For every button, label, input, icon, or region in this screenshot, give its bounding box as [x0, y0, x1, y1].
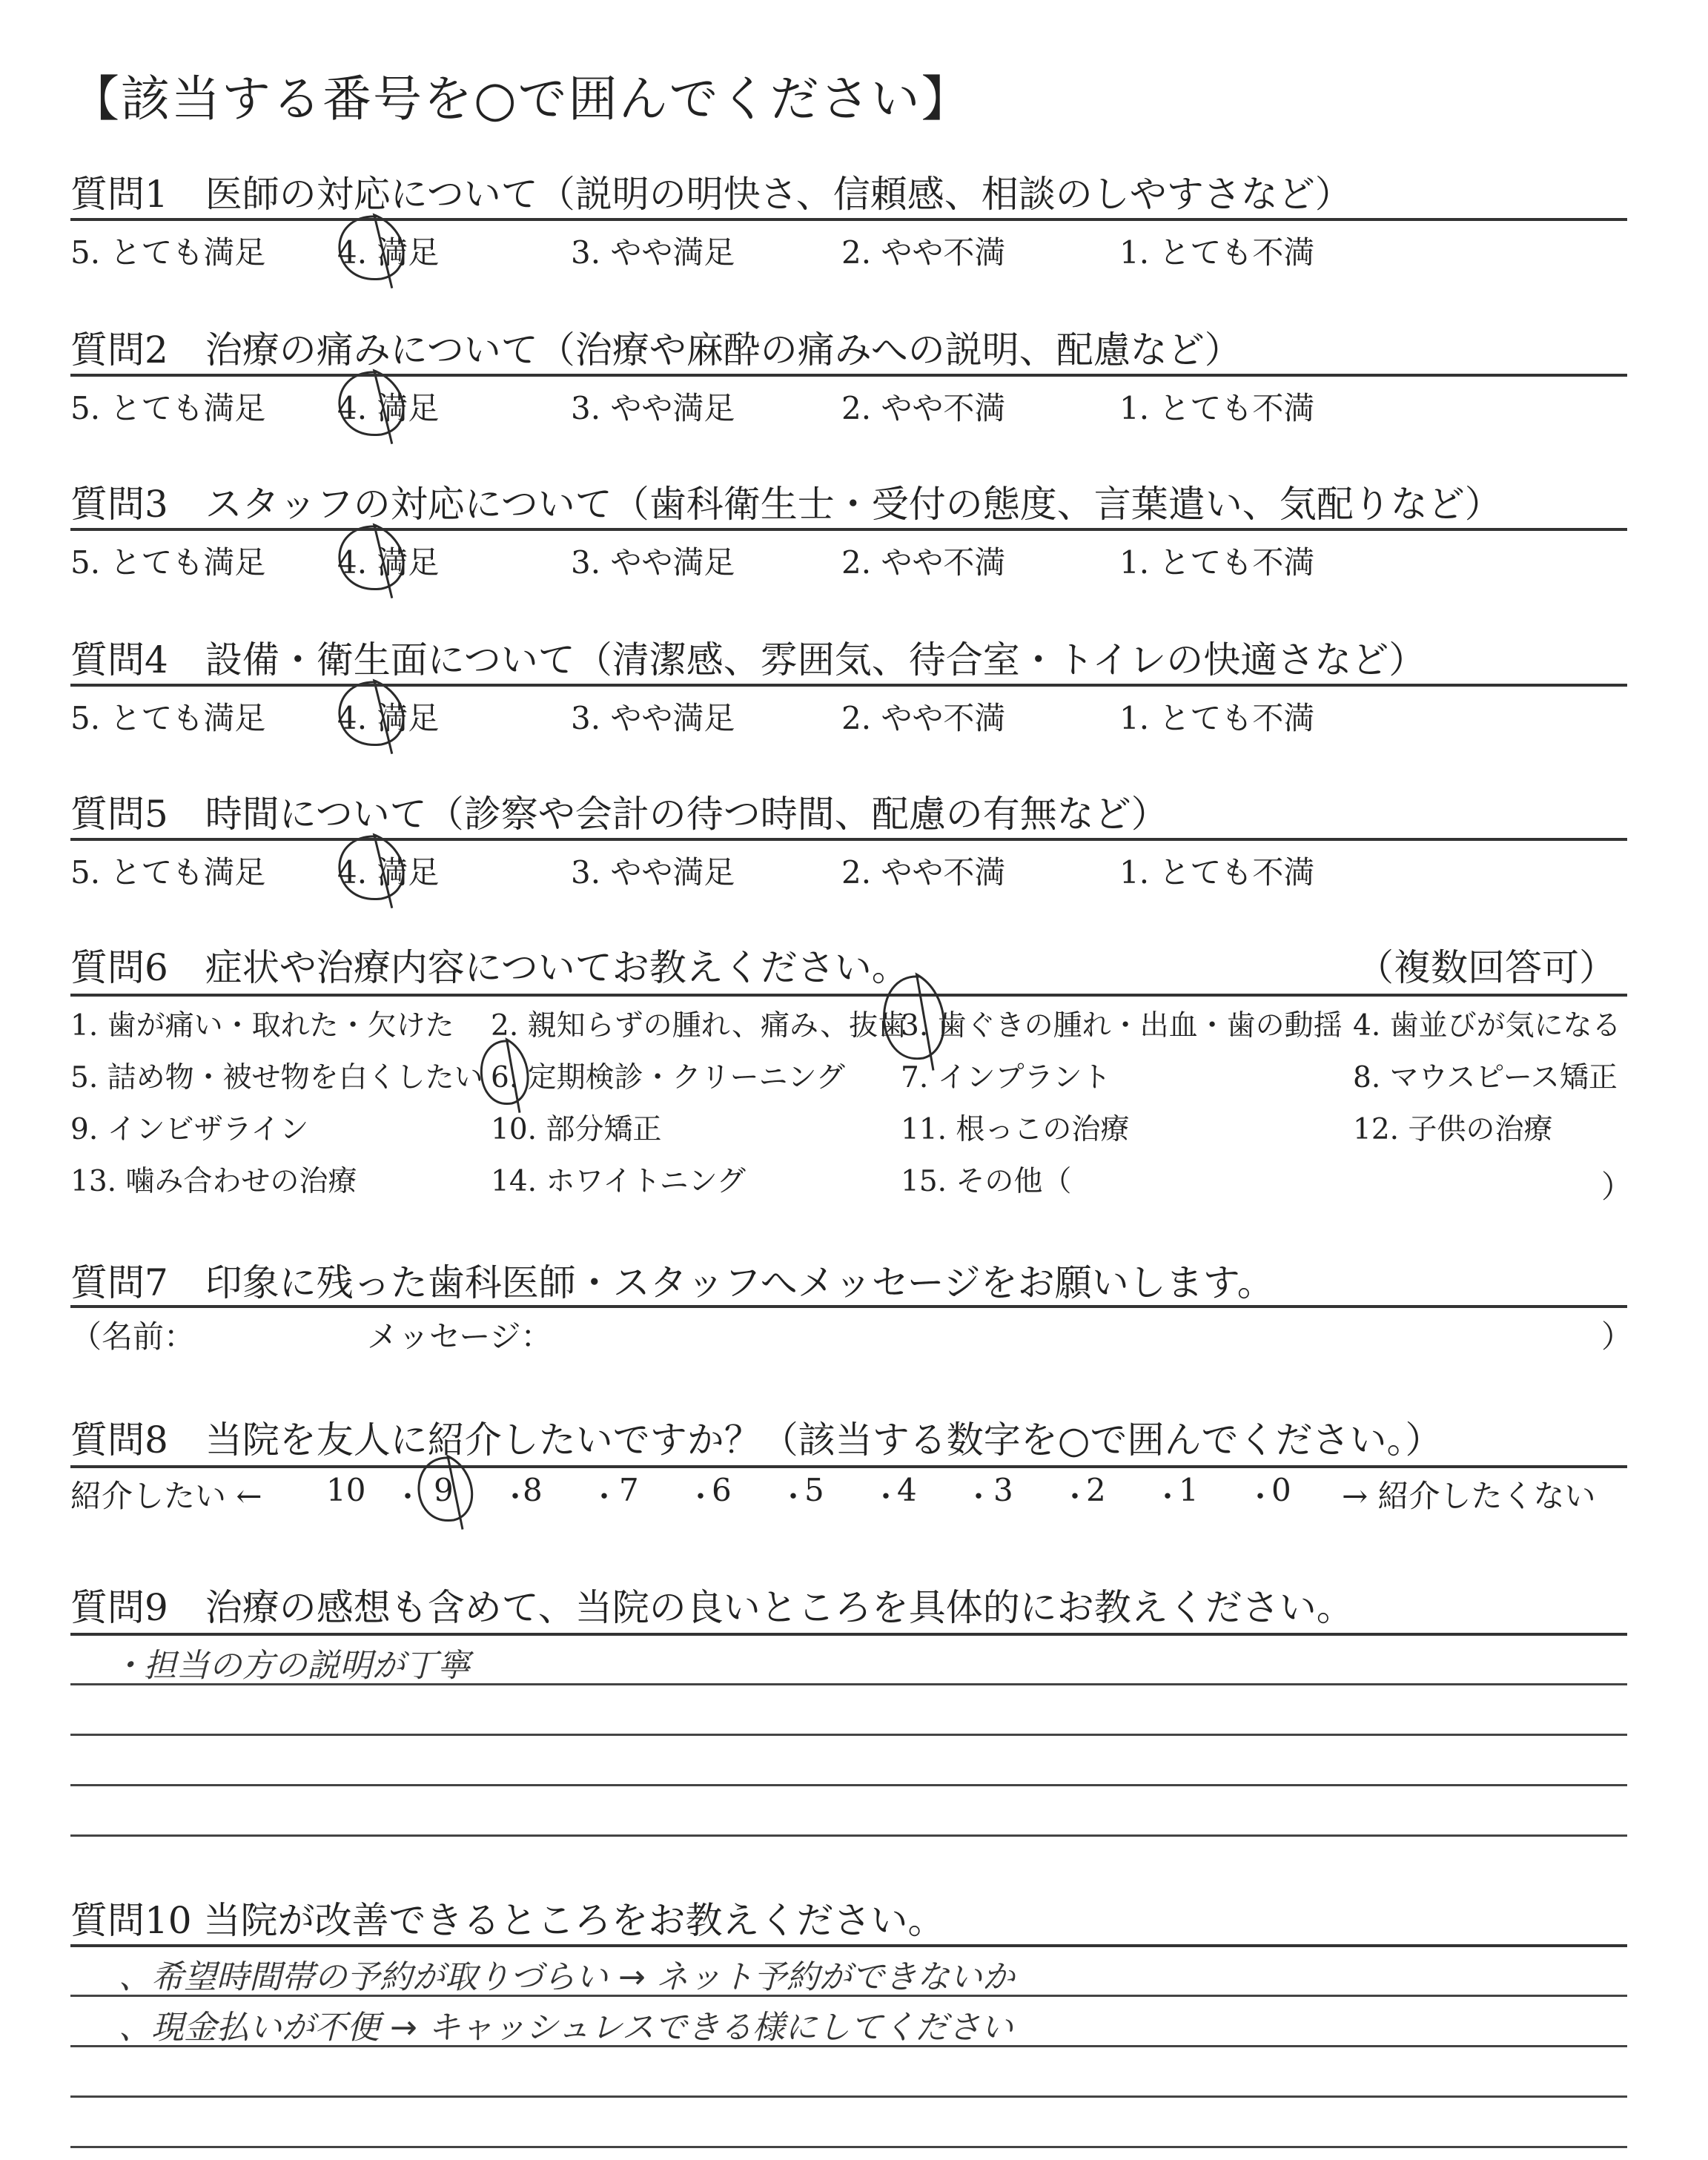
q8-title: 質問8 当院を友人に紹介したいですか？（該当する数字を○で囲んでください。） — [70, 1418, 1443, 1462]
q5-option: 5. とても満足 — [70, 854, 266, 891]
q6-option: 6. 定期検診・クリーニング — [491, 1061, 845, 1094]
q7-close: ） — [1601, 1318, 1633, 1355]
q4-title: 質問4 設備・衛生面について（清潔感、雰囲気、待合室・トイレの快適さなど） — [70, 638, 1426, 681]
q4-option: 3. やや満足 — [571, 700, 735, 736]
page-title: 【該当する番号を○で囲んでください】 — [70, 70, 972, 128]
q4-rule — [70, 684, 1627, 687]
q8-scale-dot: ・ — [778, 1480, 808, 1514]
q1-option: 3. やや満足 — [571, 234, 735, 271]
q1-title: 質問1 医師の対応について（説明の明快さ、信頼感、相談のしやすさなど） — [70, 173, 1352, 216]
q6-option: 11. 根っこの治療 — [901, 1113, 1130, 1146]
q8-scale-value: 2 — [1086, 1472, 1106, 1508]
q1-option: 2. やや不満 — [841, 234, 1006, 271]
q6-option: 7. インプラント — [901, 1061, 1111, 1094]
q8-scale-value: 0 — [1271, 1472, 1291, 1508]
q8-right-label: → 紹介したくない — [1342, 1478, 1596, 1514]
q8-scale-value: 6 — [712, 1472, 732, 1508]
q6-option: 3. 歯ぐきの腫れ・出血・歯の動揺 — [901, 1009, 1343, 1043]
q8-scale-dot: ・ — [686, 1480, 715, 1514]
q2-option: 4. 満足 — [337, 390, 440, 426]
q6-option: 14. ホワイトニング — [491, 1165, 746, 1198]
q9-title: 質問9 治療の感想も含めて、当院の良いところを具体的にお教えください。 — [70, 1586, 1354, 1629]
q5-option: 3. やや満足 — [571, 854, 735, 891]
q7-name-label: （名前： — [70, 1318, 196, 1355]
q8-scale-dot: ・ — [1060, 1480, 1090, 1514]
q8-scale-dot: ・ — [1245, 1480, 1275, 1514]
q4-option: 4. 満足 — [337, 700, 440, 736]
q8-scale-value: 4 — [897, 1472, 917, 1508]
q10-answer-2: 、現金払いが不便 → キャッシュレスできる様にしてください — [119, 2009, 1013, 2047]
q2-title: 質問2 治療の痛みについて（治療や麻酔の痛みへの説明、配慮など） — [70, 328, 1242, 371]
q4-option: 2. やや不満 — [841, 700, 1006, 736]
q6-option: 5. 詰め物・被せ物を白くしたい — [70, 1061, 483, 1094]
q5-option: 4. 満足 — [337, 854, 440, 891]
q8-scale-value: 1 — [1179, 1472, 1199, 1508]
q2-option: 1. とても不満 — [1119, 390, 1315, 426]
q6-option: 15. その他（ — [901, 1165, 1072, 1198]
q8-scale-dot: ・ — [871, 1480, 901, 1514]
q3-option: 1. とても不満 — [1119, 544, 1315, 581]
q6-option: 8. マウスピース矯正 — [1353, 1061, 1618, 1094]
q8-scale-dot: ・ — [1153, 1480, 1182, 1514]
q8-scale-dot: ・ — [589, 1480, 619, 1514]
q2-rule — [70, 374, 1627, 377]
q8-scale-dot: ・ — [393, 1480, 423, 1514]
q6-option: 2. 親知らずの腫れ、痛み、抜歯 — [491, 1009, 907, 1043]
q1-option: 5. とても満足 — [70, 234, 266, 271]
q5-option: 1. とても不満 — [1119, 854, 1315, 891]
q6-option: 4. 歯並びが気になる — [1353, 1009, 1621, 1043]
q3-option: 5. とても満足 — [70, 544, 266, 581]
q4-option: 5. とても満足 — [70, 700, 266, 736]
q8-scale-dot: ・ — [964, 1480, 993, 1514]
q1-rule — [70, 218, 1627, 221]
q8-left-label: 紹介したい ← — [70, 1478, 262, 1514]
q4-option: 1. とても不満 — [1119, 700, 1315, 736]
q6-title: 質問6 症状や治療内容についてお教えください。 — [70, 946, 909, 989]
q10-answer-1: 、希望時間帯の予約が取りづらい → ネット予約ができないか — [119, 1958, 1015, 1996]
q5-rule — [70, 838, 1627, 841]
q8-scale-value: 9 — [434, 1472, 454, 1508]
q6-option: 1. 歯が痛い・取れた・欠けた — [70, 1009, 454, 1043]
q2-option: 5. とても満足 — [70, 390, 266, 426]
q3-option: 2. やや不満 — [841, 544, 1006, 581]
q1-option: 1. とても不満 — [1119, 234, 1315, 271]
q3-option: 4. 満足 — [337, 544, 440, 581]
q7-message-label: メッセージ： — [367, 1318, 552, 1355]
q8-scale-dot: ・ — [500, 1480, 530, 1514]
q3-title: 質問3 スタッフの対応について（歯科衛生士・受付の態度、言葉遣い、気配りなど） — [70, 483, 1502, 526]
q8-scale-value: 5 — [804, 1472, 824, 1508]
q6-option: 9. インビザライン — [70, 1113, 309, 1146]
q5-option: 2. やや不満 — [841, 854, 1006, 891]
q2-option: 2. やや不満 — [841, 390, 1006, 426]
q3-rule — [70, 528, 1627, 531]
q6-other-close: ） — [1601, 1169, 1633, 1205]
q6-option: 13. 噛み合わせの治療 — [70, 1165, 357, 1198]
q9-answer-1: ・担当の方の説明が丁寧 — [111, 1647, 470, 1685]
q6-option: 12. 子供の治療 — [1353, 1113, 1553, 1146]
q1-option: 4. 満足 — [337, 234, 440, 271]
q8-scale-value: 3 — [993, 1472, 1013, 1508]
q6-option: 10. 部分矯正 — [491, 1113, 662, 1146]
q7-title: 質問7 印象に残った歯科医師・スタッフへメッセージをお願いします。 — [70, 1261, 1274, 1304]
q10-title: 質問10 当院が改善できるところをお教えください。 — [70, 1899, 945, 1942]
q8-scale-value: 7 — [619, 1472, 639, 1508]
q3-option: 3. やや満足 — [571, 544, 735, 581]
q5-title: 質問5 時間について（診察や会計の待つ時間、配慮の有無など） — [70, 793, 1168, 836]
q8-scale-value: 10 — [326, 1472, 366, 1508]
q8-scale-value: 8 — [523, 1472, 543, 1508]
q2-option: 3. やや満足 — [571, 390, 735, 426]
q6-note: （複数回答可） — [1357, 946, 1616, 989]
